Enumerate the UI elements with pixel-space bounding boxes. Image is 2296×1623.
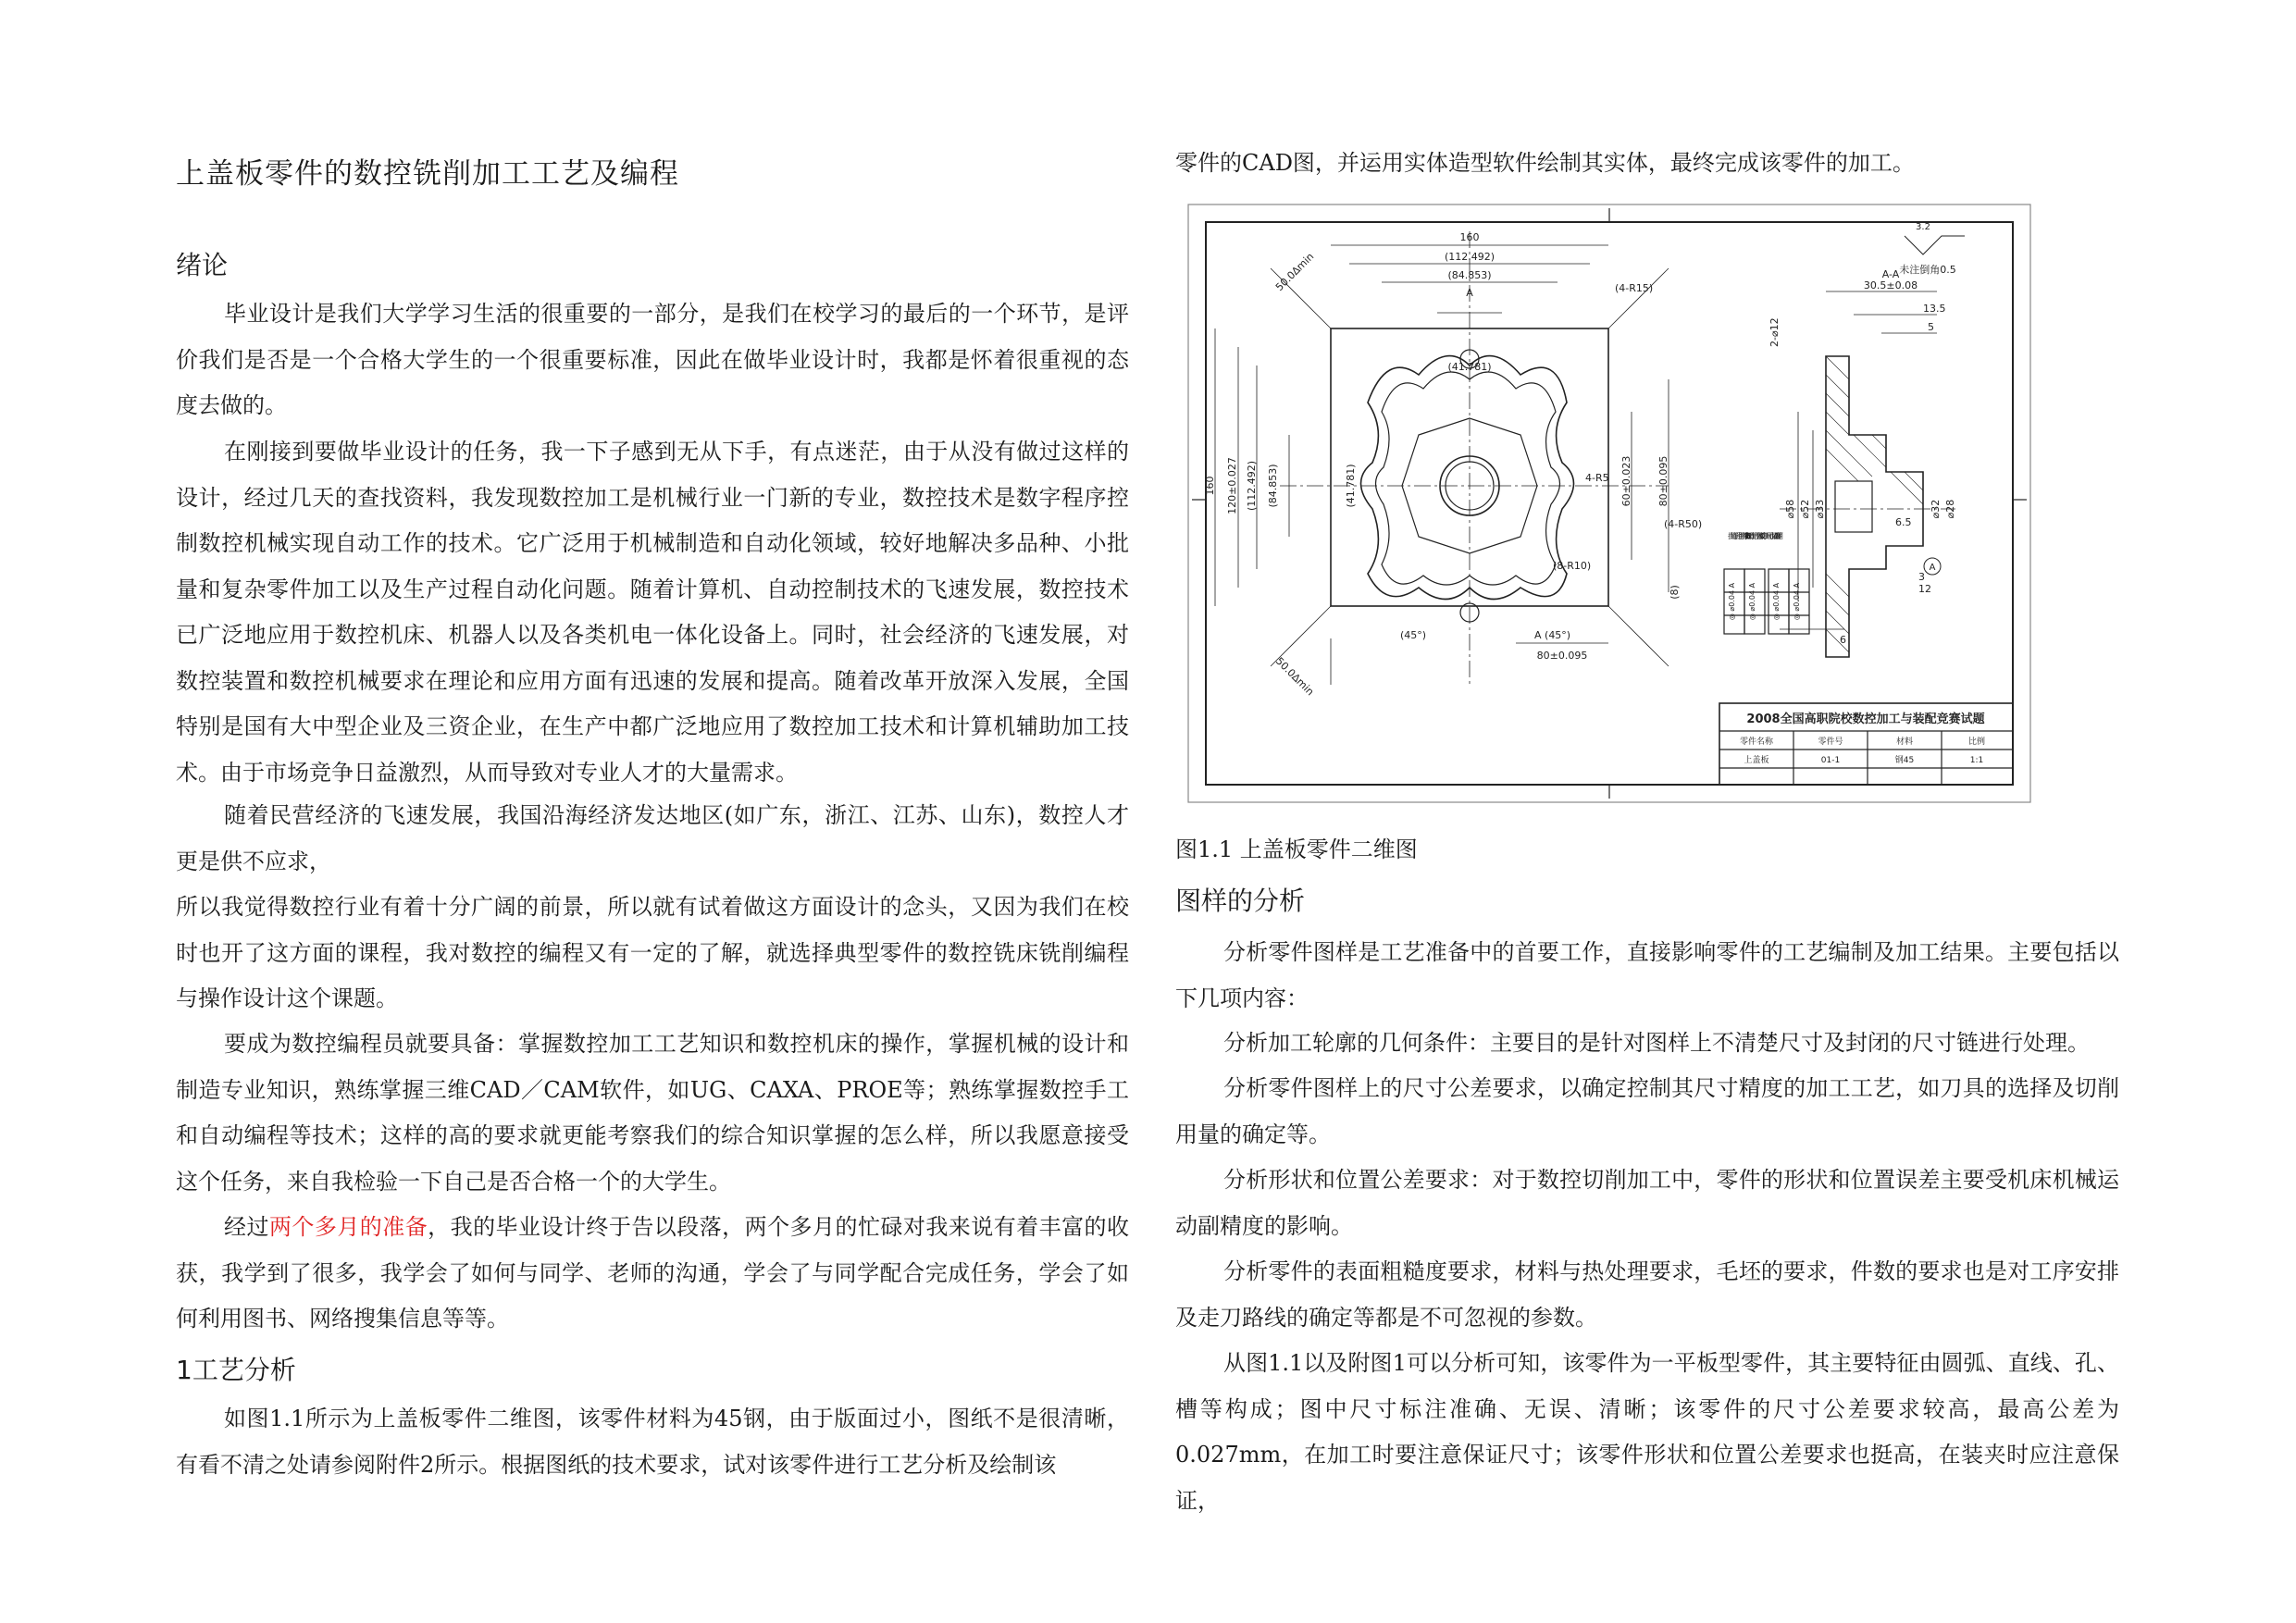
page-title: 上盖板零件的数控铣削加工工艺及编程 xyxy=(176,157,679,191)
dim-30: 30.5±0.08 xyxy=(1863,279,1918,291)
dim-50-bottom: 50.0∆min xyxy=(1272,654,1317,699)
dim-41: (41.781) xyxy=(1447,361,1492,373)
intro-paragraph-4: 要成为数控编程员就要具备：掌握数控加工工艺知识和数控机床的操作，掌握机械的设计和制造专业知识，熟练掌握三维CAD／CAM软件，如UG、CAXA、PROE等；熟练掌握数控手工和自动编程等技术；这样的高的要求就更能考察我们的综合知识掌握的怎么样，所以我愿意接受这个任务，来自我检验一下自己是否合格一个的大学生。 xyxy=(176,1031,1129,1195)
dim-d52: ⌀52 xyxy=(1799,499,1811,519)
intro-paragraph-1: 毕业设计是我们大学学习生活的很重要的一部分，是我们在校学习的最后的一个环节，是评价我们是否是一个合格大学生的一个很重要标准，因此在做毕业设计时，我都是怀着很重视的态度去做的。 xyxy=(176,301,1129,418)
dim-a-marker: A xyxy=(1466,287,1473,299)
tb-value-material: 钢45 xyxy=(1894,756,1915,765)
dim-r15: (4-R15) xyxy=(1615,282,1654,294)
dim-3: 3 xyxy=(1918,571,1925,583)
p5-text-pre: 经过 xyxy=(224,1214,269,1240)
gdt-frame-1: ◎ ⌀0.04 A xyxy=(1728,582,1736,621)
analysis-paragraph-6: 从图1.1以及附图1可以分析可知，该零件为一平板型零件，其主要特征由圆弧、直线、孔、槽等构成；图中尺寸标注准确、无误、清晰；该零件的尺寸公差要求较高，最高公差为0.027mm，在加工时要注意保证尺寸；该零件形状和位置公差要求也挺高，在装夹时应注意保证， xyxy=(1175,1350,2119,1514)
dim-160: 160 xyxy=(1459,231,1480,243)
dim-2x12: 2-⌀12 xyxy=(1769,317,1781,347)
analysis-paragraph-2: 分析加工轮廓的几何条件：主要目的是针对图样上不清楚尺寸及封闭的尺寸链进行处理。 xyxy=(1223,1030,2090,1056)
tb-value-part-no: 01-1 xyxy=(1820,756,1841,765)
dim-112: (112.492) xyxy=(1444,251,1496,263)
analysis-paragraph-5: 分析零件的表面粗糙度要求，材料与热处理要求，毛坯的要求，件数的要求也是对工序安排及走刀路线的确定等都是不可忽视的参数。 xyxy=(1175,1258,2119,1331)
dim-45-right: A (45°) xyxy=(1534,629,1571,641)
dim-160-vertical: 160 xyxy=(1204,476,1216,496)
assembly-note: 拔销子后进行同镗宽6H11和尺寸配磨上盖板0的四周尺寸保证公差 1周围 xyxy=(1728,532,1783,540)
tb-value-scale: 1:1 xyxy=(1969,756,1984,765)
section-view xyxy=(1780,291,1955,657)
section1-heading: 1工艺分析 xyxy=(176,1355,296,1385)
plan-view xyxy=(1215,231,1669,685)
dim-84: (84.853) xyxy=(1447,269,1492,281)
dim-d33: ⌀33 xyxy=(1814,499,1826,519)
dim-r5: 4-R5 xyxy=(1585,472,1609,484)
roughness-value: 3.2 xyxy=(1916,222,1930,232)
analysis-paragraph-4: 分析形状和位置公差要求：对于数控切削加工中，零件的形状和位置误差主要受机床机械运动副精度的影响。 xyxy=(1175,1167,2119,1239)
dim-8: (8) xyxy=(1669,585,1681,600)
intro-heading: 绪论 xyxy=(176,250,229,280)
tb-value-part-name: 上盖板 xyxy=(1744,756,1769,765)
roughness-symbol xyxy=(1905,236,1965,254)
dim-d28: ⌀28 xyxy=(1944,499,1956,519)
section1-paragraph-1: 如图1.1所示为上盖板零件二维图，该零件材料为45钢，由于版面过小，图纸不是很清晰，有看不清之处请参阅附件2所示。根据图纸的技术要求，试对该零件进行工艺分析及绘制该 xyxy=(176,1406,1129,1478)
dim-6-5: 6.5 xyxy=(1895,516,1912,528)
dim-5: 5 xyxy=(1928,321,1934,333)
section-label: A-A xyxy=(1881,268,1900,280)
dim-120: 120±0.027 xyxy=(1226,457,1238,514)
p5-highlight: 两个多月的准备 xyxy=(268,1214,428,1240)
tb-header-scale: 比例 xyxy=(1967,737,1986,747)
dim-84-vertical: (84.853) xyxy=(1267,464,1279,508)
dim-d58: ⌀58 xyxy=(1784,499,1796,519)
gdt-frame-3: ◎ ⌀0.04 A xyxy=(1772,582,1781,621)
dim-d32: ⌀32 xyxy=(1930,499,1942,519)
dim-6: 6 xyxy=(1840,634,1846,646)
dim-12: 12 xyxy=(1918,583,1931,595)
figure-analysis-heading: 图样的分析 xyxy=(1175,886,1306,916)
analysis-paragraph-1: 分析零件图样是工艺准备中的首要工作，直接影响零件的工艺编制及加工结果。主要包括以下几项内容： xyxy=(1175,939,2119,1011)
dim-112-vertical: (112.492) xyxy=(1246,460,1258,512)
title-block-heading: 2008全国高职院校数控加工与装配竞赛试题 xyxy=(1746,712,1985,726)
dim-41-vertical: (41.781) xyxy=(1345,464,1357,508)
tb-header-part-no: 零件号 xyxy=(1818,737,1843,747)
right-paragraph-continuation: 零件的CAD图，并运用实体造型软件绘制其实体，最终完成该零件的加工。 xyxy=(1175,150,1915,176)
dim-r10: (8-R10) xyxy=(1553,560,1592,572)
tb-header-part-name: 零件名称 xyxy=(1739,737,1774,747)
part-drawing-figure xyxy=(1187,204,2031,803)
p5-text-post: ，我的毕业设计终于告以段落，两个多月的忙碌对我来说有着丰富的收获，我学到了很多，我学会了如何与同学、老师的沟通，学会了与同学配合完成任务，学会了如何利用图书、网络搜集信息等等。 xyxy=(176,1214,1130,1332)
tb-header-material: 材料 xyxy=(1895,737,1914,747)
dim-45-left: (45°) xyxy=(1400,629,1427,641)
chamfer-note: 未注倒角0.5 xyxy=(1899,264,1956,276)
gdt-frame-2: ◎ ⌀0.04 A xyxy=(1748,582,1756,621)
intro-paragraph-3b: 所以我觉得数控行业有着十分广阔的前景，所以就有试着做这方面设计的念头，又因为我们在校时也开了这方面的课程，我对数控的编程又有一定的了解，就选择典型零件的数控铣床铣削编程与操作设计这个课题。 xyxy=(176,894,1129,1011)
intro-paragraph-2: 在刚接到要做毕业设计的任务，我一下子感到无从下手，有点迷茫，由于从没有做过这样的设计，经过几天的查找资料，我发现数控加工是机械行业一门新的专业，数控技术是数字程序控制数控机械实现自动工作的技术。它广泛用于机械制造和自动化领域，较好地解决多品种、小批量和复杂零件加工以及生产过程自动化问题。随着计算机、自动控制技术的飞速发展，数控技术已广泛地应用于数控机床、机器人以及各类机电一体化设备上。同时，社会经济的飞速发展，对数控装置和数控机械要求在理论和应用方面有迅速的发展和提高。随着改革开放深入发展，全国特别是国有大中型企业及三资企业，在生产中都广泛地应用了数控加工技术和计算机辅助加工技术。由于市场竞争日益激烈，从而导致对专业人才的大量需求。 xyxy=(176,439,1129,786)
intro-paragraph-3a: 随着民营经济的飞速发展，我国沿海经济发达地区(如广东，浙江、江苏、山东)，数控人才更是供不应求， xyxy=(176,802,1129,874)
dim-13: 13.5 xyxy=(1923,303,1946,315)
figure-caption: 图1.1 上盖板零件二维图 xyxy=(1175,836,1418,862)
dim-r50: (4-R50) xyxy=(1664,518,1703,530)
analysis-paragraph-3: 分析零件图样上的尺寸公差要求，以确定控制其尺寸精度的加工工艺，如刀具的选择及切削用量的确定等。 xyxy=(1175,1075,2119,1147)
dim-60: 60±0.023 xyxy=(1620,455,1632,507)
dim-50-top: 50.0∆min xyxy=(1272,250,1317,294)
dim-80-horizontal: 80±0.095 xyxy=(1536,650,1588,662)
datum-a-callout: A xyxy=(1929,563,1936,573)
gdt-frame-4: ◎ ⌀0.04 A xyxy=(1793,582,1801,621)
intro-paragraph-5 xyxy=(176,1205,1129,1343)
dim-80-vertical: 80±0.095 xyxy=(1657,455,1669,507)
